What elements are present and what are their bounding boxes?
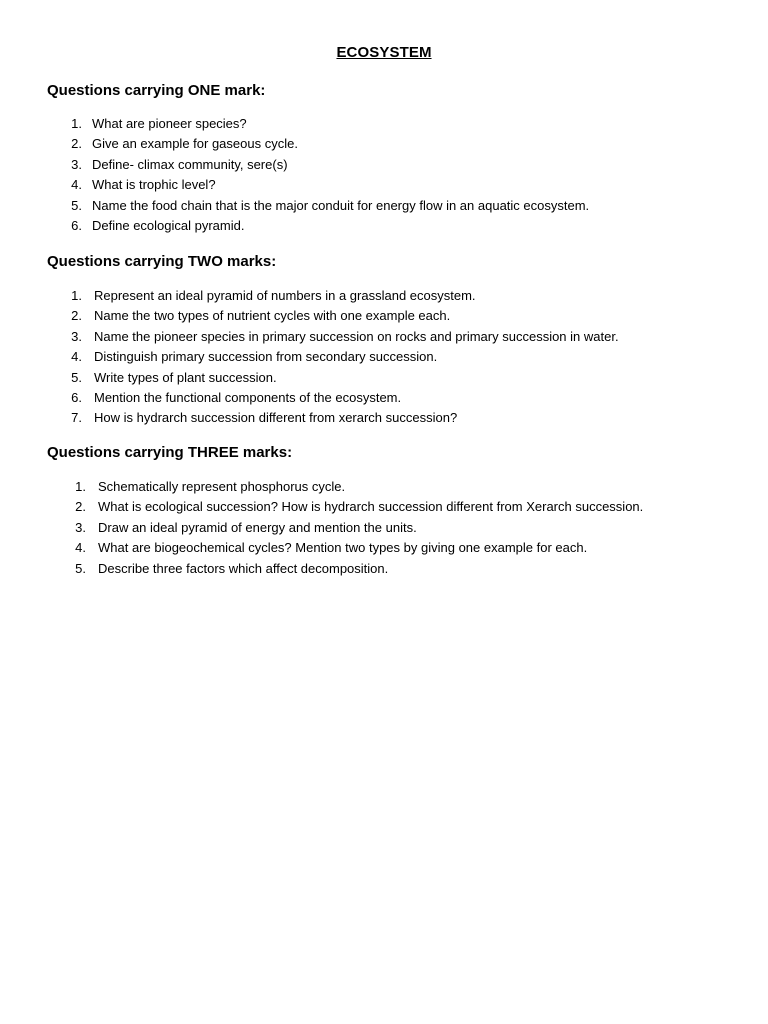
question-number: 2. (75, 499, 86, 515)
question-item (72, 538, 643, 558)
question-item (68, 388, 619, 408)
question-number: 7. (71, 410, 82, 426)
question-number: 5. (71, 369, 82, 385)
question-number: 5. (71, 197, 82, 213)
question-item (68, 368, 619, 388)
document-title: ECOSYSTEM (336, 44, 432, 61)
question-item (68, 134, 589, 154)
question-text: What is ecological succession? How is hydrarch succession different from Xerarch succession. (98, 499, 644, 515)
question-text: Describe three factors which affect decomposition. (98, 560, 389, 576)
question-item (68, 155, 589, 175)
question-text: Represent an ideal pyramid of numbers in a grassland ecosystem. (94, 288, 476, 303)
question-number: 2. (71, 136, 82, 152)
question-number: 1. (71, 116, 82, 131)
question-text: Write types of plant succession. (94, 369, 277, 385)
question-text: Draw an ideal pyramid of energy and mention the units. (98, 519, 417, 535)
question-item (72, 477, 643, 497)
question-text: Name the food chain that is the major conduit for energy flow in an aquatic ecosystem. (92, 197, 590, 213)
question-text: Mention the functional components of the ecosystem. (94, 390, 402, 406)
question-text: Schematically represent phosphorus cycle. (98, 479, 346, 494)
question-item (68, 114, 589, 134)
question-list-one-mark (68, 114, 589, 236)
question-number: 4. (71, 177, 82, 193)
question-list-two-marks (68, 286, 619, 429)
question-number: 3. (75, 519, 86, 535)
question-item (68, 175, 589, 195)
question-item (68, 408, 619, 428)
question-number: 6. (71, 218, 82, 234)
question-item (72, 497, 643, 517)
question-item (68, 286, 619, 306)
question-item (68, 216, 589, 236)
question-text: What are pioneer species? (92, 116, 247, 131)
question-number: 2. (71, 308, 82, 324)
question-text: Define ecological pyramid. (92, 218, 245, 234)
question-item (68, 196, 589, 216)
section-heading-two-marks: Questions carrying TWO marks: (47, 253, 277, 270)
question-item (68, 306, 619, 326)
question-text: Give an example for gaseous cycle. (92, 136, 298, 152)
section-heading-one-mark: Questions carrying ONE mark: (47, 82, 266, 99)
question-text: Name the pioneer species in primary succession on rocks and primary succession in water. (94, 328, 619, 344)
question-number: 1. (71, 288, 82, 303)
question-text: What is trophic level? (92, 177, 216, 193)
question-number: 4. (71, 349, 82, 365)
question-list-three-marks (72, 477, 643, 579)
question-number: 1. (75, 479, 86, 494)
question-text: How is hydrarch succession different from xerarch succession? (94, 410, 458, 426)
question-text: Distinguish primary succession from secondary succession. (94, 349, 438, 365)
question-number: 5. (75, 560, 86, 576)
question-number: 4. (75, 540, 86, 556)
question-number: 3. (71, 328, 82, 344)
question-number: 6. (71, 390, 82, 406)
question-item (72, 518, 643, 538)
question-text: Define- climax community, sere(s) (92, 156, 288, 172)
question-text: Name the two types of nutrient cycles with one example each. (94, 308, 451, 324)
question-item (68, 347, 619, 367)
question-item (72, 559, 643, 579)
question-item (68, 327, 619, 347)
question-text: What are biogeochemical cycles? Mention two types by giving one example for each. (98, 540, 588, 556)
question-number: 3. (71, 156, 82, 172)
section-heading-three-marks: Questions carrying THREE marks: (47, 444, 293, 461)
